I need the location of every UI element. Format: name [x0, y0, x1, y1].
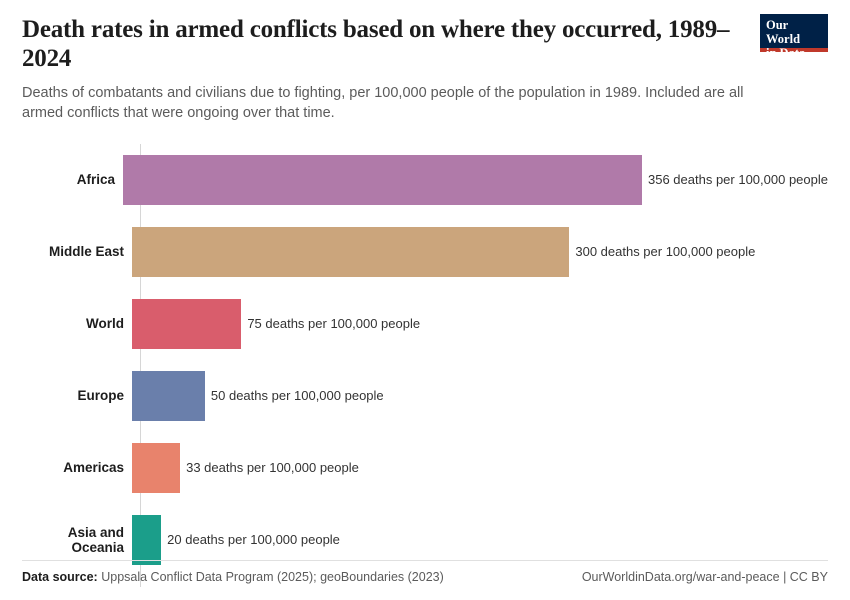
- chart-header: [22, 16, 828, 124]
- chart-footer: [22, 560, 828, 584]
- bar-category-label: Europe: [77, 388, 124, 404]
- bar-row[interactable]: [22, 216, 828, 288]
- data-source-label: Data source:: [22, 570, 98, 584]
- bar-asia-and-oceania[interactable]: [132, 515, 161, 565]
- bar-value-label: 356 deaths per 100,000 people: [648, 172, 828, 188]
- bar-row[interactable]: [22, 360, 828, 432]
- bar-row[interactable]: [22, 432, 828, 504]
- data-source: [22, 570, 444, 584]
- bar-world[interactable]: [132, 299, 241, 349]
- logo-line-1: Our World: [766, 18, 801, 46]
- bar-middle-east[interactable]: [132, 227, 569, 277]
- chart-subtitle: Deaths of combatants and civilians due to fighting, per 100,000 people of the population in 1989. Included are all armed conflicts that were ongoing over that time.: [22, 84, 744, 122]
- bar-category-label: Africa: [76, 172, 115, 188]
- our-world-in-data-logo[interactable]: [760, 14, 828, 60]
- bar-track: [132, 360, 828, 432]
- bar-track: [132, 216, 828, 288]
- bar-africa[interactable]: [123, 155, 642, 205]
- bar-europe[interactable]: [132, 371, 205, 421]
- chart-credit[interactable]: OurWorldinData.org/war-and-peace | CC BY: [581, 570, 828, 584]
- bar-list: [22, 144, 828, 576]
- bar-americas[interactable]: [132, 443, 180, 493]
- bar-value-label: 300 deaths per 100,000 people: [575, 244, 756, 260]
- data-source-text: Uppsala Conflict Data Program (2025); geoBoundaries (2023): [101, 570, 444, 584]
- page-title: Death rates in armed conflicts based on where they occurred, 1989–2024: [22, 16, 730, 72]
- bar-category-label: World: [86, 316, 124, 332]
- bar-chart: [22, 144, 828, 599]
- bar-category-label: Middle East: [48, 244, 124, 260]
- bar-row[interactable]: [22, 144, 828, 216]
- bar-value-label: 33 deaths per 100,000 people: [186, 460, 359, 476]
- bar-value-label: 75 deaths per 100,000 people: [247, 316, 421, 332]
- bar-category-label: Asia and Oceania: [67, 524, 124, 555]
- bar-value-label: 20 deaths per 100,000 people: [167, 532, 340, 548]
- bar-category-label: Americas: [63, 460, 124, 476]
- logo-line-2: in Data: [766, 46, 806, 60]
- bar-value-label: 50 deaths per 100,000 people: [210, 388, 384, 404]
- bar-track: [123, 144, 828, 216]
- bar-row[interactable]: [22, 288, 828, 360]
- bar-track: [132, 432, 828, 504]
- bar-track: [132, 288, 828, 360]
